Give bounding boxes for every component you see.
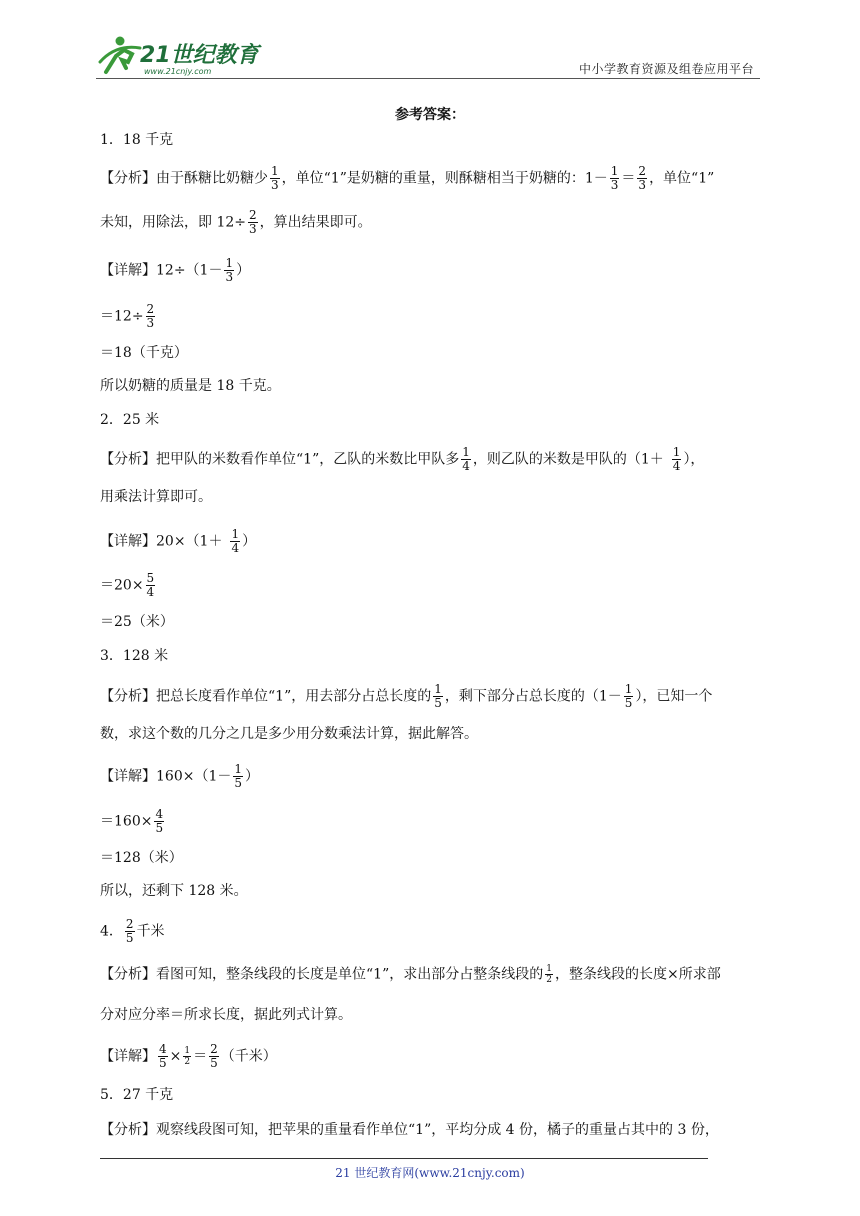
answer-1-analysis-line-1: 【分析】由于酥糖比奶糖少 $\frac{1}{3}$ ，单位“1”是奶糖的重量，则酥糖相当于奶糖的：1－ $\frac{1}{3}$ ＝ $\frac{2}{3}$ ，单位“1”: [100, 164, 715, 192]
fraction: $\frac{1}{4}$: [462, 445, 470, 473]
fraction: $\frac{2}{3}$: [638, 164, 647, 192]
site-tagline: 中小学教育资源及组卷应用平台: [578, 62, 754, 76]
fraction: $\frac{2}{3}$: [146, 302, 155, 330]
answer-2-analysis-line-2: 用乘法计算即可。: [100, 489, 212, 505]
fraction: $\frac{1}{3}$: [610, 164, 619, 192]
answer-1-heading: 1．18 千克: [100, 132, 174, 148]
answer-1-detail: 【详解】12÷（1－ $\frac{1}{3}$ ）: [100, 256, 251, 284]
answer-3-analysis-line-1: 【分析】把总长度看作单位“1”，用去部分占总长度的 $\frac{1}{5}$ ，剩下部分占总长度的（1－ $\frac{1}{5}$ ），已知一个: [100, 682, 713, 710]
fraction: $\frac{1}{4}$: [231, 527, 240, 555]
page-header: [96, 30, 760, 78]
header-divider: [96, 78, 760, 79]
answer-5-analysis-line-1: 【分析】观察线段图可知，把苹果的重量看作单位“1”，平均分成 4 份，橘子的重量占其中的 3 份，: [100, 1122, 719, 1138]
answer-4-detail: 【详解】 $\frac{4}{5}$ × $\frac{1}{2}$ ＝ $\frac{2}{5}$ （千米）: [100, 1042, 277, 1070]
answer-3-step-2: ＝128（米）: [100, 850, 183, 866]
svg-text:www.21cnjy.com: www.21cnjy.com: [144, 67, 212, 76]
svg-text:21世纪教育: 21世纪教育: [140, 43, 259, 68]
fraction: $\frac{1}{5}$: [434, 682, 442, 710]
answer-2-step-1: ＝20× $\frac{5}{4}$: [100, 571, 155, 599]
fraction: $\frac{5}{4}$: [146, 571, 155, 599]
answer-title: 参考答案：: [395, 107, 465, 123]
answer-2-step-2: ＝25（米）: [100, 614, 174, 630]
fraction: $\frac{1}{3}$: [271, 164, 279, 192]
site-logo: [96, 32, 266, 78]
answer-1-conclusion: 所以奶糖的质量是 18 千克。: [100, 378, 281, 394]
answer-3-detail: 【详解】160×（1－ $\frac{1}{5}$ ）: [100, 762, 259, 790]
fraction: $\frac{1}{5}$: [234, 762, 242, 790]
fraction: $\frac{4}{5}$: [155, 807, 164, 835]
fraction: $\frac{2}{3}$: [249, 208, 257, 236]
answer-4-analysis-line-2: 分对应分率＝所求长度，据此列式计算。: [100, 1007, 352, 1023]
footer-divider: [100, 1158, 708, 1159]
answer-3-conclusion: 所以，还剩下 128 米。: [100, 883, 248, 899]
fraction: $\frac{4}{5}$: [159, 1042, 167, 1070]
fraction: $\frac{1}{2}$: [184, 1046, 191, 1067]
page-footer: 21 世纪教育网(www.21cnjy.com): [335, 1166, 525, 1180]
answer-2-heading: 2．25 米: [100, 412, 160, 428]
answer-3-analysis-line-2: 数，求这个数的几分之几是多少用分数乘法计算，据此解答。: [100, 726, 478, 742]
fraction: $\frac{1}{2}$: [546, 964, 552, 985]
fraction: $\frac{1}{5}$: [624, 682, 633, 710]
fraction: $\frac{1}{3}$: [225, 256, 234, 284]
fraction: $\frac{1}{4}$: [672, 445, 681, 473]
answer-4-heading: 4． $\frac{2}{5}$ 千米: [100, 917, 165, 945]
answer-1-step-2: ＝18（千克）: [100, 345, 188, 361]
answer-2-analysis-line-1: 【分析】把甲队的米数看作单位“1”，乙队的米数比甲队多 $\frac{1}{4}$ ，则乙队的米数是甲队的（1＋ $\frac{1}{4}$ ），: [100, 445, 705, 473]
answer-1-step-1: ＝12÷ $\frac{2}{3}$: [100, 302, 155, 330]
fraction: $\frac{2}{5}$: [210, 1042, 218, 1070]
answer-5-heading: 5．27 千克: [100, 1087, 174, 1103]
answer-3-step-1: ＝160× $\frac{4}{5}$: [100, 807, 164, 835]
answer-2-detail: 【详解】20×（1＋ $\frac{1}{4}$ ）: [100, 527, 257, 555]
answer-4-analysis-line-1: 【分析】看图可知，整条线段的长度是单位“1”，求出部分占整条线段的 $\frac{1}{2}$ ，整条线段的长度×所求部: [100, 964, 721, 985]
answer-3-heading: 3．128 米: [100, 648, 169, 664]
fraction: $\frac{2}{5}$: [125, 917, 134, 945]
answer-1-analysis-line-2: 未知，用除法，即 12÷ $\frac{2}{3}$ ，算出结果即可。: [100, 208, 372, 236]
